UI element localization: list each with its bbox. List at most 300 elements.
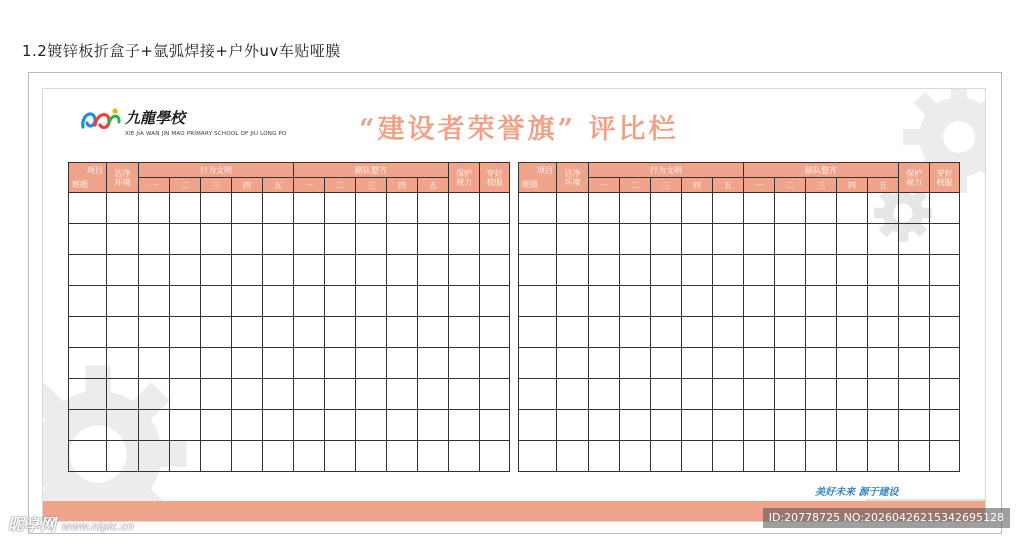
table-cell	[356, 348, 387, 379]
table-cell	[557, 255, 589, 286]
table-cell	[589, 348, 620, 379]
table-cell	[519, 441, 557, 472]
table-cell	[294, 379, 325, 410]
table-cell	[557, 410, 589, 441]
header-protect-line1: 保护	[456, 168, 473, 178]
table-cell	[930, 410, 960, 441]
table-cell	[69, 193, 107, 224]
table-cell	[232, 317, 263, 348]
table-cell	[557, 317, 589, 348]
table-cell	[294, 410, 325, 441]
table-cell	[930, 441, 960, 472]
table-row	[519, 224, 960, 255]
table-cell	[263, 193, 294, 224]
table-cell	[139, 224, 170, 255]
table-cell	[557, 193, 589, 224]
table-cell	[139, 441, 170, 472]
table-cell	[519, 317, 557, 348]
table-cell	[775, 348, 806, 379]
table-cell	[930, 317, 960, 348]
table-cell	[263, 348, 294, 379]
table-cell	[387, 379, 418, 410]
table-cell	[557, 348, 589, 379]
table-cell	[837, 410, 868, 441]
header-day-cell: 一	[589, 178, 620, 193]
table-cell	[651, 441, 682, 472]
table-cell	[356, 224, 387, 255]
table-cell	[325, 317, 356, 348]
table-cell	[930, 286, 960, 317]
table-cell	[418, 348, 449, 379]
table-cell	[620, 286, 651, 317]
table-cell	[775, 410, 806, 441]
table-cell	[356, 193, 387, 224]
table-cell	[713, 410, 744, 441]
table-cell	[682, 224, 713, 255]
table-cell	[519, 379, 557, 410]
table-cell	[139, 255, 170, 286]
table-cell	[868, 286, 899, 317]
header-corner-item: 项目	[87, 166, 103, 175]
header-wear-uniform	[930, 163, 960, 193]
slogan: 美好未来 源于建设	[815, 487, 899, 498]
table-cell	[107, 410, 139, 441]
table-cell	[480, 379, 510, 410]
table-cell	[294, 224, 325, 255]
header-dress-line2: 校服	[486, 177, 503, 187]
table-cell	[325, 379, 356, 410]
table-cell	[589, 255, 620, 286]
watermark-left: 昵享网 www.nipic.cn	[8, 515, 135, 534]
table-cell	[519, 286, 557, 317]
table-cell	[449, 410, 480, 441]
table-cell	[418, 193, 449, 224]
header-day-cell: 四	[837, 178, 868, 193]
table-cell	[868, 193, 899, 224]
header-day-cell: 五	[713, 178, 744, 193]
table-cell	[139, 193, 170, 224]
table-cell	[387, 224, 418, 255]
table-cell	[930, 193, 960, 224]
table-cell	[620, 193, 651, 224]
table-cell	[387, 441, 418, 472]
table-cell	[263, 441, 294, 472]
image-caption: 1.2镀锌板折盒子+氩弧焊接+户外uv车贴哑膜	[22, 42, 341, 60]
header-day-cell: 五	[868, 178, 899, 193]
header-clean-line1: 洁净	[114, 168, 131, 178]
table-cell	[325, 255, 356, 286]
table-cell	[107, 286, 139, 317]
header-corner-class: 班级	[522, 180, 538, 189]
header-day-cell: 二	[325, 178, 356, 193]
table-cell	[449, 441, 480, 472]
table-cell	[356, 317, 387, 348]
header-day-cell: 二	[620, 178, 651, 193]
table-cell	[170, 193, 201, 224]
table-cell	[263, 224, 294, 255]
table-cell	[232, 410, 263, 441]
table-cell	[557, 224, 589, 255]
header-group-queue: 路队整齐	[744, 163, 899, 178]
table-cell	[107, 224, 139, 255]
table-cell	[480, 224, 510, 255]
table-row	[69, 441, 510, 472]
table-cell	[806, 441, 837, 472]
table-cell	[557, 441, 589, 472]
table-cell	[868, 255, 899, 286]
watermark-id: ID:20778725 NO:20260426215342695128	[763, 508, 1010, 528]
table-row	[519, 317, 960, 348]
table-cell	[418, 379, 449, 410]
header-corner-class: 班级	[72, 180, 88, 189]
table-cell	[713, 348, 744, 379]
table-cell	[651, 255, 682, 286]
table-cell	[294, 193, 325, 224]
header-day-cell: 三	[201, 178, 232, 193]
table-cell	[806, 193, 837, 224]
table-cell	[356, 410, 387, 441]
table-cell	[620, 224, 651, 255]
table-cell	[713, 193, 744, 224]
table-cell	[232, 193, 263, 224]
table-cell	[387, 255, 418, 286]
table-cell	[775, 441, 806, 472]
school-english-name: XIE JIA WAN JIN MAO PRIMARY SCHOOL OF JIU LONG PO	[125, 131, 287, 137]
table-cell	[651, 193, 682, 224]
header-day-cell: 三	[806, 178, 837, 193]
table-cell	[201, 193, 232, 224]
table-cell	[806, 379, 837, 410]
table-cell	[201, 286, 232, 317]
header-day-cell: 四	[387, 178, 418, 193]
header-clean-line2: 环境	[114, 177, 131, 187]
table-cell	[899, 317, 930, 348]
table-cell	[107, 255, 139, 286]
table-cell	[806, 348, 837, 379]
table-cell	[201, 348, 232, 379]
table-cell	[651, 348, 682, 379]
table-cell	[170, 224, 201, 255]
table-cell	[519, 410, 557, 441]
table-cell	[589, 193, 620, 224]
header-wear-uniform	[480, 163, 510, 193]
table-cell	[744, 286, 775, 317]
table-cell	[930, 255, 960, 286]
table-cell	[139, 286, 170, 317]
table-cell	[775, 379, 806, 410]
table-cell	[107, 317, 139, 348]
table-cell	[170, 255, 201, 286]
table-cell	[837, 286, 868, 317]
table-row	[519, 348, 960, 379]
header-dress-line1: 穿好	[486, 168, 503, 178]
table-cell	[170, 379, 201, 410]
table-cell	[69, 255, 107, 286]
table-cell	[387, 286, 418, 317]
table-cell	[620, 441, 651, 472]
table-cell	[713, 379, 744, 410]
header-day-cell: 五	[418, 178, 449, 193]
header-clean-line1: 洁净	[564, 168, 581, 178]
table-cell	[620, 348, 651, 379]
table-cell	[713, 441, 744, 472]
table-cell	[868, 348, 899, 379]
header-day-cell: 一	[744, 178, 775, 193]
header-day-cell: 二	[775, 178, 806, 193]
table-cell	[107, 348, 139, 379]
table-cell	[294, 317, 325, 348]
table-cell	[775, 255, 806, 286]
table-cell	[682, 379, 713, 410]
table-cell	[69, 410, 107, 441]
table-cell	[930, 379, 960, 410]
table-cell	[744, 255, 775, 286]
table-cell	[263, 255, 294, 286]
school-emblem-icon	[79, 105, 123, 135]
table-cell	[775, 317, 806, 348]
table-cell	[519, 348, 557, 379]
header-protect-line1: 保护	[906, 168, 923, 178]
table-cell	[620, 379, 651, 410]
table-cell	[294, 348, 325, 379]
table-cell	[837, 379, 868, 410]
table-cell	[232, 255, 263, 286]
table-cell	[744, 317, 775, 348]
table-cell	[387, 193, 418, 224]
table-cell	[651, 410, 682, 441]
table-cell	[589, 410, 620, 441]
header-protect-eyes	[899, 163, 930, 193]
table-row	[69, 348, 510, 379]
table-cell	[651, 224, 682, 255]
table-cell	[806, 286, 837, 317]
table-cell	[107, 379, 139, 410]
table-cell	[899, 255, 930, 286]
table-cell	[519, 224, 557, 255]
table-cell	[449, 379, 480, 410]
table-cell	[775, 286, 806, 317]
table-cell	[899, 348, 930, 379]
table-cell	[170, 410, 201, 441]
table-cell	[651, 379, 682, 410]
table-cell	[744, 441, 775, 472]
table-cell	[930, 348, 960, 379]
table-cell	[480, 255, 510, 286]
table-cell	[263, 379, 294, 410]
table-row	[519, 441, 960, 472]
table-cell	[682, 255, 713, 286]
table-cell	[325, 410, 356, 441]
table-cell	[589, 286, 620, 317]
header-corner-item: 项目	[537, 166, 553, 175]
table-cell	[837, 193, 868, 224]
table-cell	[201, 317, 232, 348]
table-cell	[325, 224, 356, 255]
table-cell	[170, 348, 201, 379]
table-cell	[868, 410, 899, 441]
table-cell	[263, 286, 294, 317]
table-cell	[139, 348, 170, 379]
table-cell	[713, 317, 744, 348]
table-cell	[899, 379, 930, 410]
table-cell	[480, 193, 510, 224]
table-cell	[589, 224, 620, 255]
table-cell	[744, 193, 775, 224]
table-cell	[651, 317, 682, 348]
table-cell	[806, 410, 837, 441]
header-protect-eyes	[449, 163, 480, 193]
header-day-cell: 二	[170, 178, 201, 193]
table-cell	[201, 410, 232, 441]
table-cell	[713, 224, 744, 255]
table-cell	[69, 224, 107, 255]
header-clean-line2: 环境	[564, 177, 581, 187]
table-cell	[806, 317, 837, 348]
table-cell	[744, 379, 775, 410]
table-row	[519, 255, 960, 286]
header-day-cell: 五	[263, 178, 294, 193]
school-logo	[79, 105, 309, 145]
table-cell	[682, 193, 713, 224]
table-cell	[449, 348, 480, 379]
table-cell	[620, 410, 651, 441]
header-day-cell: 四	[682, 178, 713, 193]
table-cell	[418, 317, 449, 348]
rating-table-left	[68, 162, 510, 472]
table-cell	[620, 317, 651, 348]
table-cell	[201, 255, 232, 286]
table-cell	[899, 410, 930, 441]
table-row	[69, 410, 510, 441]
table-cell	[449, 286, 480, 317]
table-cell	[682, 286, 713, 317]
school-name: 九龍學校	[125, 109, 186, 127]
table-cell	[232, 224, 263, 255]
table-cell	[557, 379, 589, 410]
header-dress-line1: 穿好	[936, 168, 953, 178]
table-cell	[557, 286, 589, 317]
table-cell	[806, 255, 837, 286]
table-cell	[418, 441, 449, 472]
header-corner-cell	[69, 163, 107, 193]
table-cell	[868, 317, 899, 348]
table-cell	[356, 286, 387, 317]
header-group-queue: 路队整齐	[294, 163, 449, 178]
table-cell	[651, 286, 682, 317]
table-cell	[806, 224, 837, 255]
table-cell	[201, 224, 232, 255]
table-cell	[387, 317, 418, 348]
table-cell	[930, 224, 960, 255]
table-cell	[837, 224, 868, 255]
table-cell	[294, 286, 325, 317]
header-clean	[557, 163, 589, 193]
table-cell	[232, 379, 263, 410]
table-cell	[325, 286, 356, 317]
header-group-behavior: 行为文明	[139, 163, 294, 178]
table-cell	[620, 255, 651, 286]
table-cell	[325, 348, 356, 379]
table-cell	[713, 286, 744, 317]
table-cell	[775, 224, 806, 255]
header-day-cell: 一	[139, 178, 170, 193]
table-cell	[107, 441, 139, 472]
table-cell	[837, 317, 868, 348]
table-cell	[775, 193, 806, 224]
table-cell	[744, 410, 775, 441]
table-row	[519, 379, 960, 410]
table-cell	[170, 286, 201, 317]
table-cell	[232, 348, 263, 379]
table-cell	[69, 441, 107, 472]
table-cell	[480, 348, 510, 379]
table-cell	[837, 441, 868, 472]
table-cell	[69, 317, 107, 348]
table-cell	[107, 193, 139, 224]
table-cell	[589, 441, 620, 472]
table-cell	[418, 410, 449, 441]
table-row	[69, 286, 510, 317]
table-cell	[868, 379, 899, 410]
table-row	[519, 410, 960, 441]
table-cell	[480, 317, 510, 348]
table-cell	[170, 317, 201, 348]
table-row	[69, 224, 510, 255]
table-cell	[418, 255, 449, 286]
table-row	[69, 193, 510, 224]
header-corner-cell	[519, 163, 557, 193]
table-cell	[480, 410, 510, 441]
table-cell	[294, 441, 325, 472]
header-dress-line2: 校服	[936, 177, 953, 187]
table-row	[69, 379, 510, 410]
table-row	[519, 193, 960, 224]
table-cell	[418, 224, 449, 255]
board-title: “建设者荣誉旗” 评比栏	[359, 114, 679, 145]
header-group-behavior: 行为文明	[589, 163, 744, 178]
table-cell	[449, 224, 480, 255]
table-cell	[744, 224, 775, 255]
table-cell	[899, 286, 930, 317]
table-cell	[356, 441, 387, 472]
table-cell	[868, 441, 899, 472]
table-cell	[139, 410, 170, 441]
table-cell	[899, 224, 930, 255]
rating-table-right	[518, 162, 960, 472]
table-cell	[139, 317, 170, 348]
table-cell	[201, 441, 232, 472]
table-cell	[449, 193, 480, 224]
header-day-cell: 三	[356, 178, 387, 193]
table-cell	[449, 317, 480, 348]
table-cell	[899, 441, 930, 472]
table-cell	[69, 286, 107, 317]
table-cell	[868, 224, 899, 255]
table-cell	[519, 193, 557, 224]
table-cell	[325, 441, 356, 472]
table-cell	[480, 286, 510, 317]
table-cell	[589, 317, 620, 348]
table-cell	[201, 379, 232, 410]
table-cell	[263, 410, 294, 441]
table-cell	[69, 348, 107, 379]
table-cell	[589, 379, 620, 410]
table-cell	[713, 255, 744, 286]
table-cell	[744, 348, 775, 379]
table-row	[519, 286, 960, 317]
header-clean	[107, 163, 139, 193]
table-cell	[232, 441, 263, 472]
